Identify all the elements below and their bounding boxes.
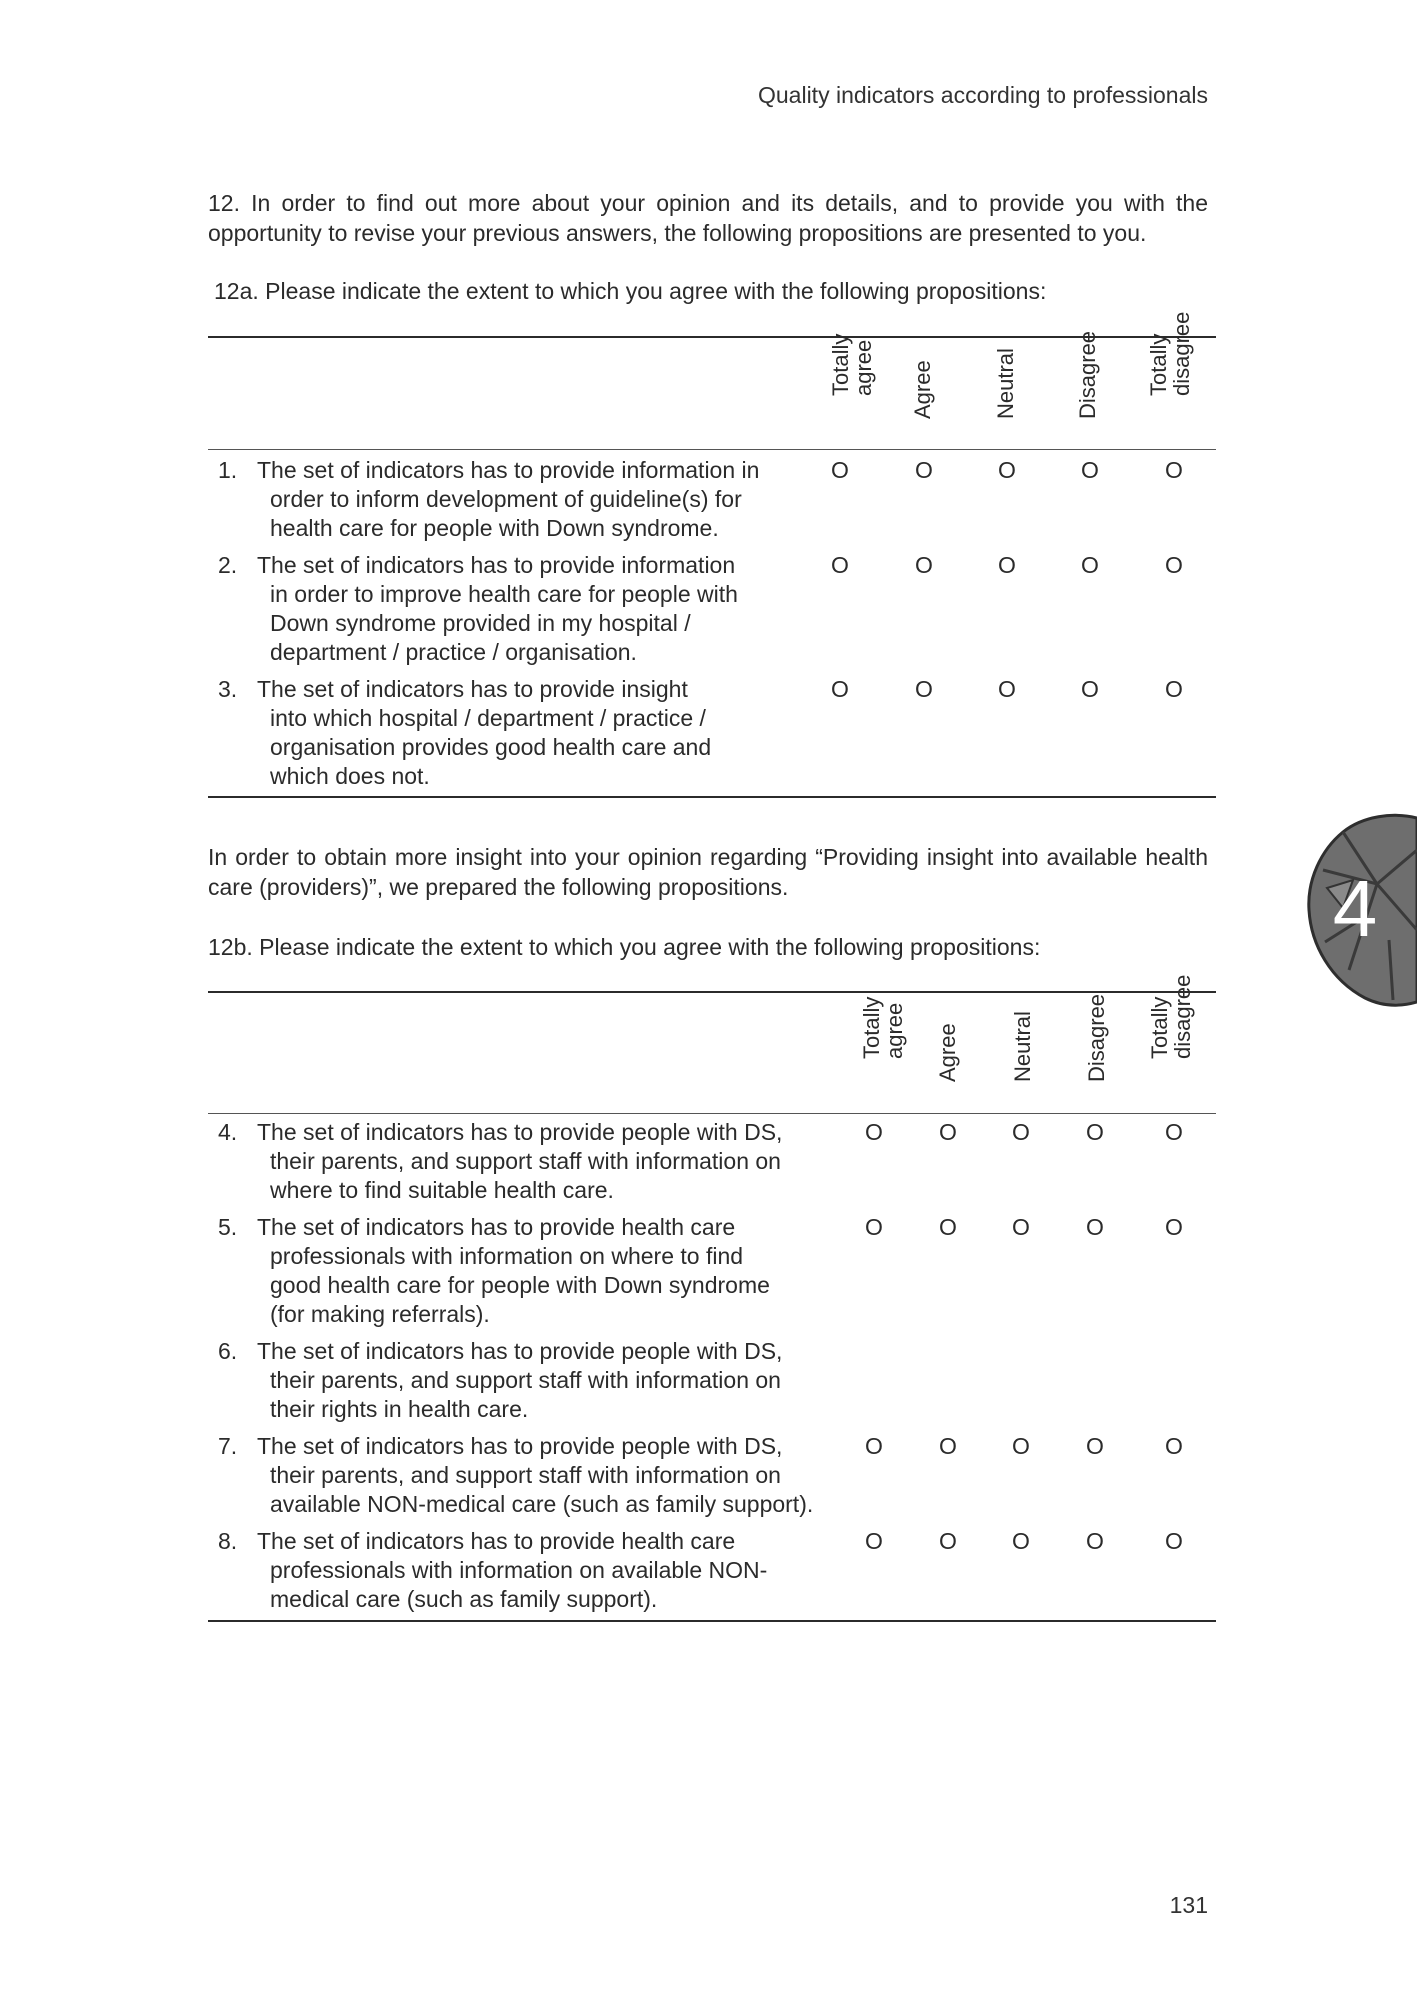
row-number: 3. — [218, 676, 238, 702]
row-number: 5. — [218, 1214, 238, 1240]
option-totally-disagree[interactable]: O — [1165, 1528, 1183, 1554]
row-text: The set of indicators has to provide information in order to improve health care for people with Down syndrome provided in my hospital / department / practice / organisation. — [257, 552, 738, 665]
chapter-number: 4 — [1332, 864, 1378, 953]
option-agree[interactable]: O — [915, 552, 933, 578]
page-number: 131 — [1169, 1892, 1208, 1918]
question-12b-prompt: 12b. Please indicate the extent to which you agree with the following propositions: — [208, 934, 1041, 960]
option-agree[interactable]: O — [915, 457, 933, 483]
running-title: Quality indicators according to professionals — [757, 82, 1208, 108]
option-totally-agree[interactable]: O — [865, 1528, 883, 1554]
option-neutral[interactable]: O — [1012, 1119, 1030, 1145]
option-totally-agree[interactable]: O — [831, 457, 849, 483]
row-text: The set of indicators has to provide insight into which hospital / department / practice / organisation provides good health care and which does not. — [257, 676, 712, 789]
row-number: 1. — [218, 457, 238, 483]
option-totally-agree[interactable]: O — [831, 676, 849, 702]
table-12a: Totally agree Agree Neutral Disagree Totally disagree 1. The set of indicators has to provide information in order to inform development of guideline(s) for health care for people with Down syndrome. O O O O O 2. The set of indicators has to provide information in order to improve health care for people with Down syndrome provided in my hospital / department / practice / organisation. O O O O O 3. The set of indicators has to provide insight into which hospital / department / practice / organisation provides good health care and which does not. O O O O O — [208, 336, 1216, 798]
question-intro: 12. In order to find out more about your opinion and its details, and to provide you with the opportunity to revise your previous answers, the following propositions are presented to you. — [208, 190, 1208, 246]
option-neutral[interactable]: O — [1012, 1528, 1030, 1554]
row-text: The set of indicators has to provide people with DS, their parents, and support staff with information on their rights in health care. — [257, 1338, 783, 1422]
option-disagree[interactable]: O — [1086, 1119, 1104, 1145]
option-disagree[interactable]: O — [1086, 1528, 1104, 1554]
option-totally-agree[interactable]: O — [831, 552, 849, 578]
option-agree[interactable]: O — [939, 1433, 957, 1459]
option-neutral[interactable]: O — [998, 552, 1016, 578]
option-totally-disagree[interactable]: O — [1165, 1214, 1183, 1240]
option-totally-disagree[interactable]: O — [1165, 1433, 1183, 1459]
option-disagree[interactable]: O — [1086, 1433, 1104, 1459]
option-totally-agree[interactable]: O — [865, 1433, 883, 1459]
option-agree[interactable]: O — [939, 1528, 957, 1554]
table-header-rule — [208, 1113, 1216, 1114]
option-totally-disagree[interactable]: O — [1165, 552, 1183, 578]
table-header-rule — [208, 449, 1216, 450]
option-agree[interactable]: O — [915, 676, 933, 702]
row-text: The set of indicators has to provide people with DS, their parents, and support staff with information on available NON-medical care (such as family support). — [257, 1433, 814, 1517]
section-b-intro: In order to obtain more insight into your opinion regarding “Providing insight into available health care (providers)”, we prepared the following propositions. — [208, 844, 1208, 900]
row-text: The set of indicators has to provide information in order to inform development of guideline(s) for health care for people with Down syndrome. — [257, 457, 760, 541]
row-text: The set of indicators has to provide health care professionals with information on where to find good health care for people with Down syndrome (for making referrals). — [257, 1214, 770, 1327]
chapter-tab — [1303, 810, 1417, 1010]
option-totally-disagree[interactable]: O — [1165, 676, 1183, 702]
chapter-badge-icon — [1303, 810, 1417, 1010]
row-number: 7. — [218, 1433, 238, 1459]
option-agree[interactable]: O — [939, 1119, 957, 1145]
option-neutral[interactable]: O — [998, 676, 1016, 702]
option-totally-disagree[interactable]: O — [1165, 1119, 1183, 1145]
option-neutral[interactable]: O — [1012, 1214, 1030, 1240]
option-totally-disagree[interactable]: O — [1165, 457, 1183, 483]
row-number: 8. — [218, 1528, 238, 1554]
row-number: 6. — [218, 1338, 238, 1364]
row-number: 4. — [218, 1119, 238, 1145]
option-disagree[interactable]: O — [1081, 457, 1099, 483]
row-number: 2. — [218, 552, 238, 578]
row-text: The set of indicators has to provide health care professionals with information on available NON- medical care (such as family support). — [257, 1528, 768, 1612]
option-neutral[interactable]: O — [998, 457, 1016, 483]
option-agree[interactable]: O — [939, 1214, 957, 1240]
option-totally-agree[interactable]: O — [865, 1214, 883, 1240]
option-neutral[interactable]: O — [1012, 1433, 1030, 1459]
table-12b: Totally agree Agree Neutral Disagree Totally disagree 4. The set of indicators has to provide people with DS, their parents, and support staff with information on where to find suitable health care. O O O O O 5. The set of indicators has to provide health care professionals with information on where to find good health care for people with Down syndrome (for making referrals). O O O O O 6. The set of indicators has to provide people with DS, their parents, and support staff with information on their rights in health care. 7. The set of indicators has to provide people with DS, their parents, and support staff with information on available NON-medical care (such as family support). O O O O O 8. The set of indicators has to provide health care professionals with information on available NON- medical care (such as family support). O O O O O — [208, 991, 1216, 1622]
option-totally-agree[interactable]: O — [865, 1119, 883, 1145]
option-disagree[interactable]: O — [1081, 676, 1099, 702]
option-disagree[interactable]: O — [1081, 552, 1099, 578]
option-disagree[interactable]: O — [1086, 1214, 1104, 1240]
question-12a-prompt: 12a. Please indicate the extent to which you agree with the following propositions: — [214, 278, 1047, 304]
row-text: The set of indicators has to provide people with DS, their parents, and support staff with information on where to find suitable health care. — [257, 1119, 783, 1203]
